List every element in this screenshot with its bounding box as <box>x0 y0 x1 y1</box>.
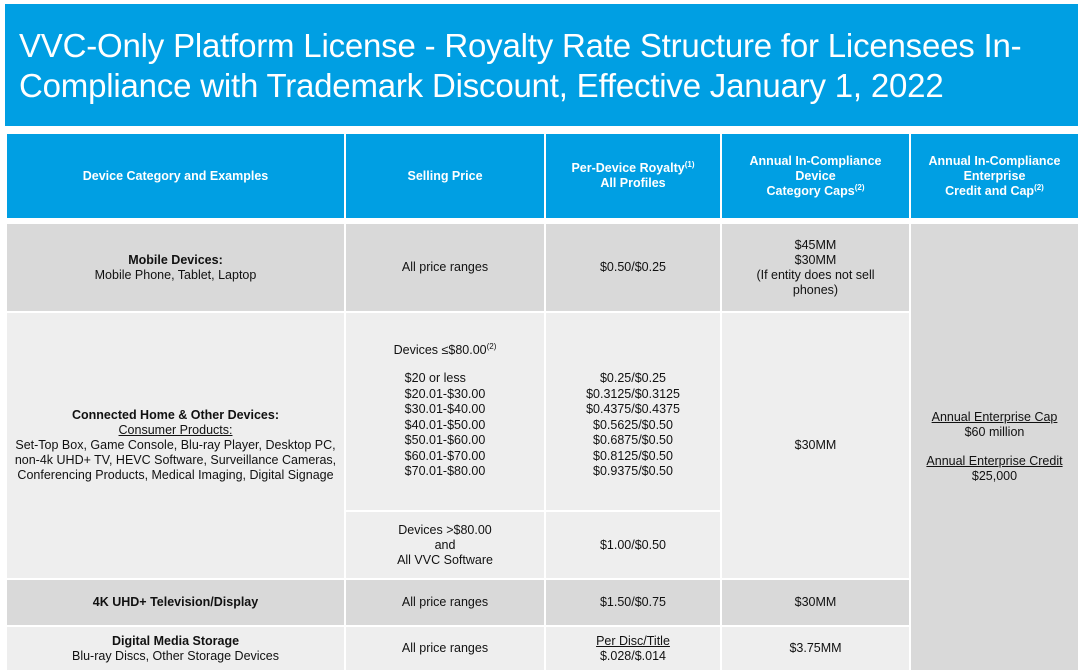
header-royalty-line1: Per-Device Royalty <box>571 161 685 175</box>
header-device-caps-line1: Annual In-Compliance <box>749 153 882 168</box>
connected-examples: Set-Top Box, Game Console, Blu-ray Player, Desktop PC, non-4k UHD+ TV, HEVC Software, Surveillance Cameras, Conferencing Products, Medical Imaging, Digital Signage <box>14 438 337 482</box>
enterprise-cell <box>910 223 1079 671</box>
connected-high-line1: Devices >$80.00 <box>398 522 492 537</box>
royalty-tier: $0.3125/$0.3125 <box>586 386 680 401</box>
price-tier: $60.01-$70.00 <box>404 448 486 463</box>
header-device-caps <box>721 133 910 219</box>
header-enterprise-line2: Enterprise <box>963 168 1026 183</box>
mobile-category <box>6 223 345 312</box>
connected-high-line3: All VVC Software <box>397 552 493 567</box>
enterprise-cap-label: Annual Enterprise Cap <box>931 410 1058 424</box>
storage-price: All price ranges <box>345 626 545 671</box>
price-tier: $20.01-$30.00 <box>404 386 486 401</box>
storage-examples: Blu-ray Discs, Other Storage Devices <box>71 648 279 663</box>
connected-high-line2: and <box>434 537 456 552</box>
royalty-table <box>5 132 1080 672</box>
header-device-caps-sup: (2) <box>854 182 865 192</box>
tv-price: All price ranges <box>345 579 545 626</box>
mobile-price: All price ranges <box>345 223 545 312</box>
connected-tier-heading: Devices ≤$80.00 <box>393 343 487 358</box>
storage-royalty-line1: Per Disc/Title <box>596 633 670 648</box>
price-tier: $20 or less <box>404 371 466 386</box>
storage-royalty-line2: $.028/$.014 <box>599 648 667 663</box>
connected-title: Connected Home & Other Devices: <box>72 408 279 422</box>
enterprise-cap-value: $60 million <box>964 425 1025 439</box>
storage-title: Digital Media Storage <box>111 633 240 648</box>
royalty-tier: $0.5625/$0.50 <box>593 417 673 432</box>
connected-tier-heading-sup: (2) <box>486 342 497 352</box>
mobile-cap-line3: (If entity does not sell <box>756 267 875 282</box>
connected-subtitle: Consumer Products: <box>118 423 233 437</box>
header-row <box>6 133 1079 219</box>
royalty-tier: $0.8125/$0.50 <box>593 448 673 463</box>
mobile-royalty: $0.50/$0.25 <box>545 223 721 312</box>
price-tier: $50.01-$60.00 <box>404 433 486 448</box>
header-enterprise-sup: (2) <box>1034 182 1044 192</box>
price-tier: $70.01-$80.00 <box>404 464 486 479</box>
header-device-caps-line3: Category Caps <box>766 183 855 198</box>
title-banner <box>5 4 1078 126</box>
mobile-examples: Mobile Phone, Tablet, Laptop <box>94 267 257 282</box>
connected-category <box>6 312 345 579</box>
mobile-cap-line1: $45MM <box>794 237 837 252</box>
connected-price-tiers <box>345 312 545 511</box>
header-enterprise-line1: Annual In-Compliance <box>928 153 1061 168</box>
connected-royalty-tiers <box>545 312 721 511</box>
tv-royalty: $1.50/$0.75 <box>545 579 721 626</box>
storage-royalty <box>545 626 721 671</box>
tv-category: 4K UHD+ Television/Display <box>6 579 345 626</box>
price-tier: $40.01-$50.00 <box>404 417 486 432</box>
tv-cap: $30MM <box>721 579 910 626</box>
storage-cap: $3.75MM <box>721 626 910 671</box>
royalty-tier: $0.25/$0.25 <box>599 371 667 386</box>
connected-cap: $30MM <box>721 312 910 579</box>
row-mobile <box>6 223 1079 312</box>
enterprise-credit-value: $25,000 <box>971 469 1018 483</box>
header-selling-price: Selling Price <box>345 133 545 219</box>
storage-category <box>6 626 345 671</box>
enterprise-credit-label: Annual Enterprise Credit <box>926 454 1063 468</box>
connected-high-royalty: $1.00/$0.50 <box>545 511 721 579</box>
mobile-cap-line2: $30MM <box>794 252 837 267</box>
royalty-tier: $0.4375/$0.4375 <box>586 402 680 417</box>
royalty-tier: $0.6875/$0.50 <box>593 433 673 448</box>
header-device-caps-line2: Device <box>795 168 836 183</box>
header-royalty <box>545 133 721 219</box>
header-royalty-sup: (1) <box>684 159 695 169</box>
mobile-cap <box>721 223 910 312</box>
mobile-title: Mobile Devices: <box>128 252 223 267</box>
connected-high-price <box>345 511 545 579</box>
header-enterprise-line3: Credit and Cap <box>945 183 1035 198</box>
royalty-tier: $0.9375/$0.50 <box>593 464 673 479</box>
mobile-cap-line4: phones) <box>792 282 839 297</box>
header-device-category: Device Category and Examples <box>6 133 345 219</box>
page-title: VVC-Only Platform License - Royalty Rate Structure for Licensees In-Compliance with Trademark Discount, Effective January 1, 2022 <box>19 27 1022 104</box>
header-royalty-line2: All Profiles <box>600 176 666 190</box>
header-enterprise <box>910 133 1079 219</box>
price-tier: $30.01-$40.00 <box>404 402 486 417</box>
